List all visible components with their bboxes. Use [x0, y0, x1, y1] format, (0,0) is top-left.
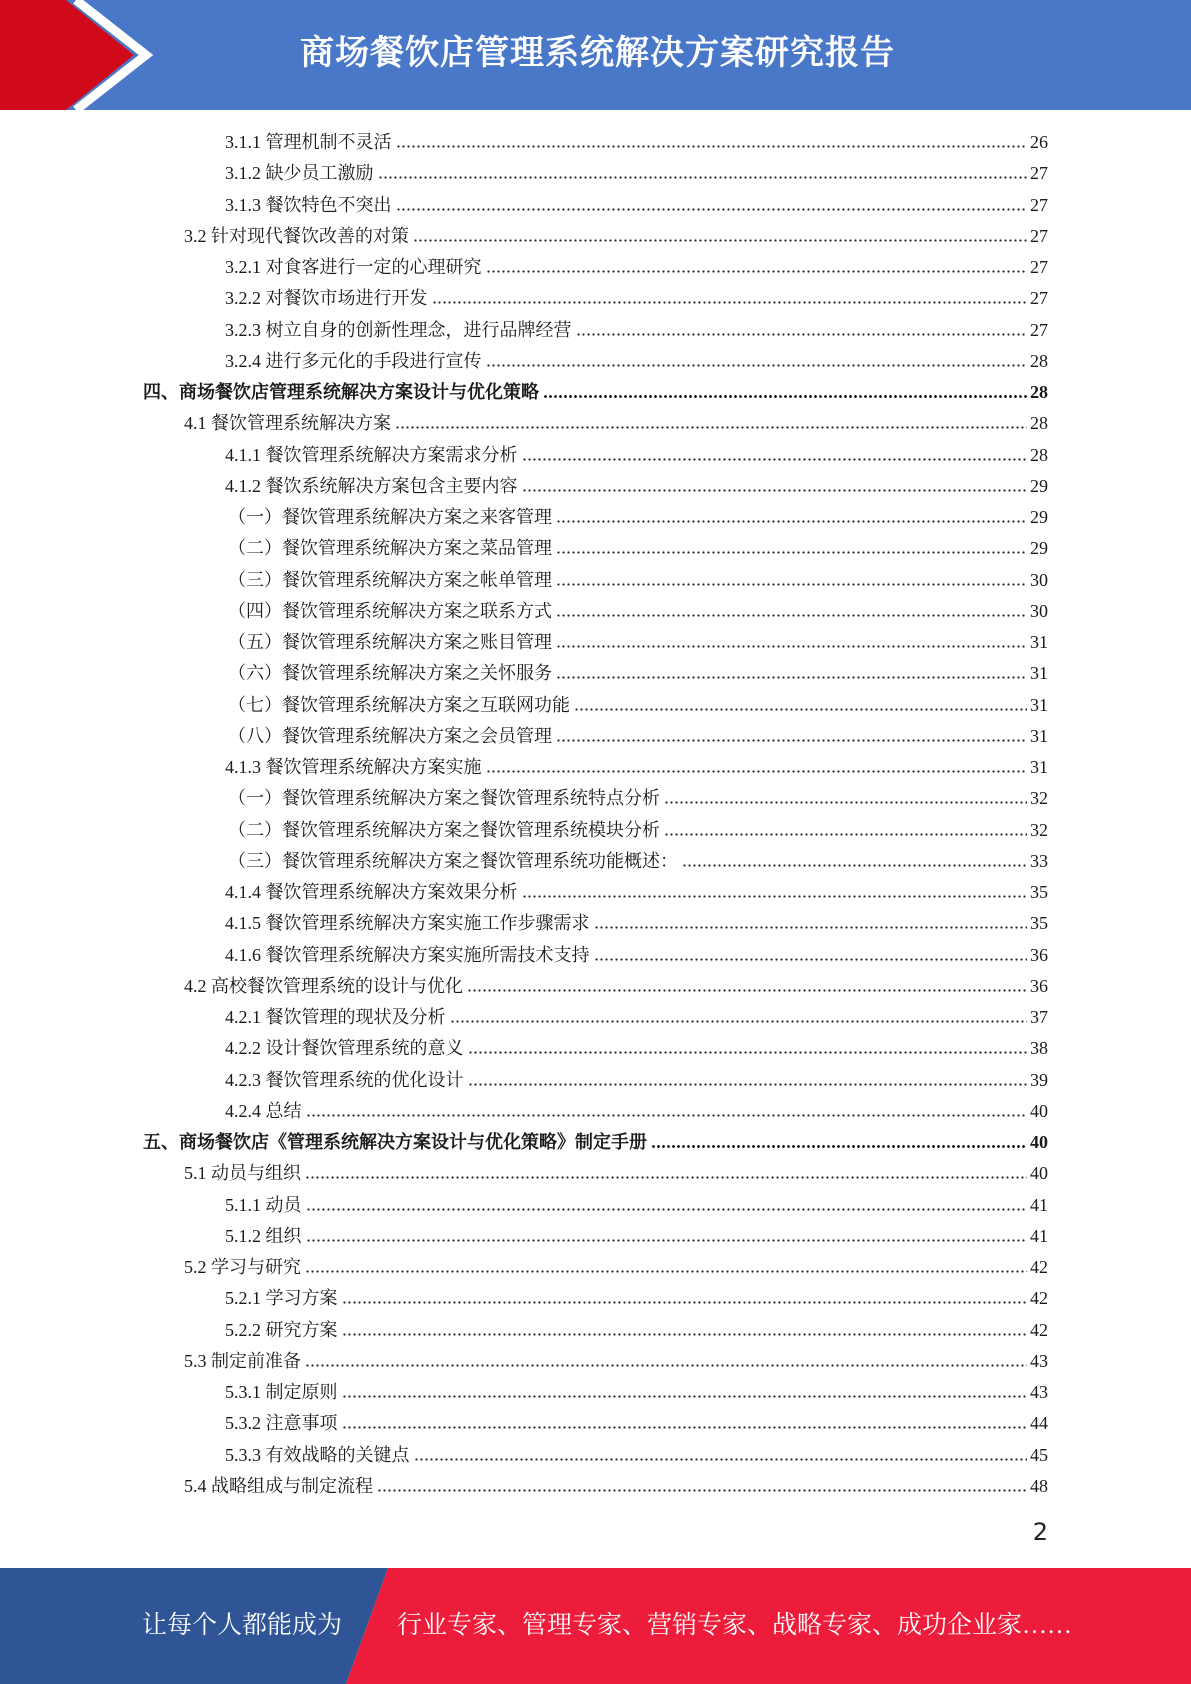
toc-entry-page: 29 — [1030, 475, 1048, 496]
toc-dot-leader — [556, 675, 1027, 680]
toc-entry[interactable] — [184, 1159, 1048, 1185]
toc-entry-page: 31 — [1030, 757, 1048, 777]
toc-entry-title: 3.1.3 餐饮特色不突出 — [225, 194, 392, 215]
toc-entry[interactable] — [225, 1378, 1048, 1404]
toc-entry-title: 5.4 战略组成与制定流程 — [184, 1475, 373, 1496]
toc-entry-title: 4.2.3 餐饮管理系统的优化设计 — [225, 1069, 464, 1090]
toc-dot-leader — [522, 894, 1028, 899]
toc-entry-page: 35 — [1030, 913, 1048, 934]
toc-entry-page: 42 — [1030, 1319, 1048, 1340]
toc-entry-page: 30 — [1030, 569, 1048, 590]
toc-dot-leader — [468, 1082, 1028, 1087]
toc-entry[interactable] — [225, 1222, 1048, 1248]
toc-dot-leader — [432, 300, 1028, 305]
toc-dot-leader — [342, 1332, 1028, 1337]
toc-entry-page: 33 — [1030, 850, 1048, 871]
toc-dot-leader — [305, 1269, 1027, 1274]
toc-entry-page: 37 — [1030, 1007, 1048, 1027]
toc-entry-title: 4.1.1 餐饮管理系统解决方案需求分析 — [225, 444, 518, 465]
footer-banner — [0, 1568, 1191, 1684]
toc-entry[interactable] — [225, 253, 1048, 279]
toc-entry-page: 27 — [1030, 319, 1048, 340]
toc-entry[interactable] — [225, 753, 1048, 779]
toc-entry-title: 5.3.3 有效战略的关键点 — [225, 1444, 410, 1465]
toc-entry-page: 27 — [1030, 194, 1048, 215]
toc-entry[interactable] — [225, 1066, 1048, 1092]
toc-entry[interactable] — [228, 691, 1048, 717]
toc-dot-leader — [556, 613, 1027, 618]
toc-entry-page: 48 — [1030, 1475, 1048, 1496]
toc-entry[interactable] — [228, 503, 1048, 529]
toc-entry[interactable] — [228, 566, 1048, 592]
toc-entry-title: 3.1.2 缺少员工激励 — [225, 163, 374, 184]
toc-entry-page: 36 — [1030, 944, 1048, 965]
toc-entry[interactable] — [143, 378, 1048, 404]
toc-entry-page: 28 — [1030, 444, 1048, 465]
toc-entry[interactable] — [228, 816, 1048, 842]
toc-entry-title: 4.1.6 餐饮管理系统解决方案实施所需技术支持 — [225, 944, 590, 965]
toc-entry-title: 4.1.5 餐饮管理系统解决方案实施工作步骤需求 — [225, 913, 590, 934]
toc-entry-title: 4.2 高校餐饮管理系统的设计与优化 — [184, 975, 463, 996]
toc-entry-title: （三）餐饮管理系统解决方案之帐单管理 — [228, 569, 552, 590]
toc-entry-title: 5.3.2 注意事项 — [225, 1413, 338, 1434]
toc-entry-title: 5.3.1 制定原则 — [225, 1382, 338, 1402]
toc-entry-page: 40 — [1030, 1132, 1048, 1152]
toc-entry[interactable] — [184, 1253, 1048, 1279]
toc-entry-title: 5.2.1 学习方案 — [225, 1288, 338, 1309]
toc-entry[interactable] — [184, 222, 1048, 248]
toc-entry-title: 四、商场餐饮店管理系统解决方案设计与优化策略 — [143, 382, 539, 402]
toc-dot-leader — [342, 1425, 1028, 1430]
toc-dot-leader — [556, 644, 1027, 649]
toc-entry-title: 3.2 针对现代餐饮改善的对策 — [184, 225, 409, 246]
toc-dot-leader — [306, 1238, 1028, 1243]
toc-entry-page: 41 — [1030, 1225, 1048, 1246]
footer-slogan-left: 让每个人都能成为 — [142, 1612, 343, 1639]
toc-entry[interactable] — [225, 1003, 1048, 1029]
toc-entry-page: 42 — [1030, 1288, 1048, 1309]
toc-entry[interactable] — [225, 1191, 1048, 1217]
toc-dot-leader — [305, 1175, 1027, 1180]
toc-entry-title: 5.2 学习与研究 — [184, 1257, 301, 1277]
toc-entry[interactable] — [225, 159, 1048, 185]
toc-entry-title: （五）餐饮管理系统解决方案之账目管理 — [228, 632, 552, 652]
toc-entry[interactable] — [225, 472, 1048, 498]
toc-entry[interactable] — [228, 534, 1048, 560]
toc-entry-title: （二）餐饮管理系统解决方案之菜品管理 — [228, 538, 552, 559]
toc-entry-page: 40 — [1030, 1163, 1048, 1184]
toc-entry[interactable] — [225, 191, 1048, 217]
toc-entry[interactable] — [225, 878, 1048, 904]
toc-dot-leader — [396, 144, 1028, 149]
toc-entry[interactable] — [184, 1347, 1048, 1373]
toc-entry-title: 4.1.3 餐饮管理系统解决方案实施 — [225, 757, 482, 777]
toc-entry[interactable] — [225, 128, 1048, 154]
toc-entry-title: 4.2.1 餐饮管理的现状及分析 — [225, 1007, 446, 1027]
toc-entry[interactable] — [228, 659, 1048, 685]
toc-entry-title: （二）餐饮管理系统解决方案之餐饮管理系统模块分析 — [228, 819, 660, 840]
toc-entry-page: 45 — [1030, 1444, 1048, 1465]
toc-entry-title: 4.1 餐饮管理系统解决方案 — [184, 413, 391, 434]
toc-entry[interactable] — [225, 1441, 1048, 1467]
toc-entry-page: 28 — [1030, 382, 1048, 402]
toc-dot-leader — [306, 1207, 1028, 1212]
toc-dot-leader — [556, 519, 1027, 524]
toc-dot-leader — [486, 769, 1028, 774]
toc-entry-title: 五、商场餐饮店《管理系统解决方案设计与优化策略》制定手册 — [143, 1132, 647, 1152]
toc-entry-title: 5.2.2 研究方案 — [225, 1319, 338, 1340]
toc-entry-page: 31 — [1030, 632, 1048, 652]
toc-entry[interactable] — [225, 941, 1048, 967]
toc-entry-page: 43 — [1030, 1382, 1048, 1402]
toc-entry[interactable] — [184, 1472, 1048, 1498]
toc-dot-leader — [522, 457, 1028, 462]
toc-entry[interactable] — [143, 1128, 1048, 1154]
toc-dot-leader — [664, 800, 1027, 805]
toc-entry-page: 31 — [1030, 694, 1048, 715]
toc-dot-leader — [342, 1394, 1028, 1399]
toc-entry-page: 38 — [1030, 1038, 1048, 1059]
toc-dot-leader — [342, 1300, 1028, 1305]
toc-dot-leader — [522, 488, 1028, 493]
toc-entry-page: 27 — [1030, 225, 1048, 246]
toc-entry-page: 40 — [1030, 1100, 1048, 1121]
toc-dot-leader — [651, 1144, 1027, 1149]
toc-entry[interactable] — [225, 1284, 1048, 1310]
toc-entry-page: 44 — [1030, 1413, 1048, 1434]
toc-entry[interactable] — [184, 972, 1048, 998]
toc-entry-page: 41 — [1030, 1194, 1048, 1215]
toc-entry[interactable] — [225, 347, 1048, 373]
toc-entry-page: 36 — [1030, 975, 1048, 996]
toc-entry[interactable] — [225, 1097, 1048, 1123]
toc-dot-leader — [576, 332, 1028, 337]
toc-dot-leader — [396, 207, 1028, 212]
toc-entry-title: （一）餐饮管理系统解决方案之餐饮管理系统特点分析 — [228, 788, 660, 809]
toc-dot-leader — [377, 1488, 1027, 1493]
toc-entry-title: 4.2.4 总结 — [225, 1100, 302, 1121]
toc-entry-title: 3.1.1 管理机制不灵活 — [225, 132, 392, 152]
toc-dot-leader — [594, 957, 1028, 962]
toc-entry[interactable] — [225, 909, 1048, 935]
toc-entry-page: 28 — [1030, 413, 1048, 434]
toc-entry-title: 5.1 动员与组织 — [184, 1163, 301, 1184]
toc-dot-leader — [486, 269, 1028, 274]
toc-entry-page: 27 — [1030, 288, 1048, 309]
toc-dot-leader — [682, 863, 1027, 868]
toc-entry-title: （四）餐饮管理系统解决方案之联系方式 — [228, 600, 552, 621]
toc-entry[interactable] — [228, 847, 1048, 873]
toc-entry-page: 30 — [1030, 600, 1048, 621]
toc-entry-title: 3.2.4 进行多元化的手段进行宣传 — [225, 350, 482, 371]
toc-entry-title: 3.2.3 树立自身的创新性理念，进行品牌经营 — [225, 319, 572, 340]
toc-entry-page: 27 — [1030, 163, 1048, 184]
toc-entry[interactable] — [225, 1034, 1048, 1060]
toc-entry-page: 35 — [1030, 882, 1048, 902]
toc-dot-leader — [468, 1050, 1028, 1055]
toc-entry[interactable] — [228, 628, 1048, 654]
toc-entry-page: 39 — [1030, 1069, 1048, 1090]
toc-dot-leader — [306, 1113, 1028, 1118]
toc-entry-page: 32 — [1030, 819, 1048, 840]
toc-entry-title: 3.2.1 对食客进行一定的心理研究 — [225, 257, 482, 277]
toc-dot-leader — [594, 925, 1028, 930]
toc-entry-title: 3.2.2 对餐饮市场进行开发 — [225, 288, 428, 309]
toc-entry[interactable] — [228, 597, 1048, 623]
toc-dot-leader — [556, 738, 1027, 743]
toc-dot-leader — [556, 550, 1027, 555]
toc-entry[interactable] — [225, 1316, 1048, 1342]
page-number: 2 — [1032, 1518, 1048, 1546]
toc-entry-page: 42 — [1030, 1257, 1048, 1277]
toc-dot-leader — [574, 707, 1027, 712]
toc-entry-title: （三）餐饮管理系统解决方案之餐饮管理系统功能概述： — [228, 850, 678, 871]
toc-entry[interactable] — [225, 1409, 1048, 1435]
toc-dot-leader — [414, 1457, 1028, 1462]
toc-entry-title: 5.3 制定前准备 — [184, 1350, 301, 1371]
toc-dot-leader — [664, 832, 1027, 837]
toc-dot-leader — [395, 425, 1027, 430]
toc-dot-leader — [413, 238, 1027, 243]
toc-dot-leader — [467, 988, 1027, 993]
toc-entry-page: 29 — [1030, 538, 1048, 559]
toc-dot-leader — [378, 175, 1028, 180]
toc-dot-leader — [486, 363, 1028, 368]
toc-entry-title: 4.1.4 餐饮管理系统解决方案效果分析 — [225, 882, 518, 902]
toc-entry-page: 31 — [1030, 663, 1048, 684]
footer-slogan-right: 行业专家、管理专家、营销专家、战略专家、成功企业家…… — [397, 1612, 1073, 1639]
header-title: 商场餐饮店管理系统解决方案研究报告 — [300, 33, 895, 73]
toc-entry[interactable] — [228, 722, 1048, 748]
toc-dot-leader — [450, 1019, 1028, 1024]
toc-entry[interactable] — [225, 316, 1048, 342]
toc-entry-page: 31 — [1030, 725, 1048, 746]
toc-entry[interactable] — [228, 784, 1048, 810]
toc-entry-page: 27 — [1030, 257, 1048, 277]
toc-entry-title: （七）餐饮管理系统解决方案之互联网功能 — [228, 694, 570, 715]
toc-entry-title: 5.1.2 组织 — [225, 1225, 302, 1246]
toc-entry-page: 43 — [1030, 1350, 1048, 1371]
toc-entry-title: 4.2.2 设计餐饮管理系统的意义 — [225, 1038, 464, 1059]
toc-entry[interactable] — [225, 284, 1048, 310]
toc-entry-title: （八）餐饮管理系统解决方案之会员管理 — [228, 725, 552, 746]
toc-entry-title: 5.1.1 动员 — [225, 1194, 302, 1215]
toc-dot-leader — [305, 1363, 1027, 1368]
toc-entry-page: 29 — [1030, 507, 1048, 527]
toc-entry[interactable] — [184, 409, 1048, 435]
toc-entry-title: （一）餐饮管理系统解决方案之来客管理 — [228, 507, 552, 527]
toc-dot-leader — [543, 394, 1027, 399]
toc-entry-page: 26 — [1030, 132, 1048, 152]
toc-entry-page: 28 — [1030, 350, 1048, 371]
toc-dot-leader — [556, 582, 1027, 587]
toc-entry-page: 32 — [1030, 788, 1048, 809]
toc-entry[interactable] — [225, 441, 1048, 467]
toc-entry-title: 4.1.2 餐饮系统解决方案包含主要内容 — [225, 475, 518, 496]
toc-entry-title: （六）餐饮管理系统解决方案之关怀服务 — [228, 663, 552, 684]
